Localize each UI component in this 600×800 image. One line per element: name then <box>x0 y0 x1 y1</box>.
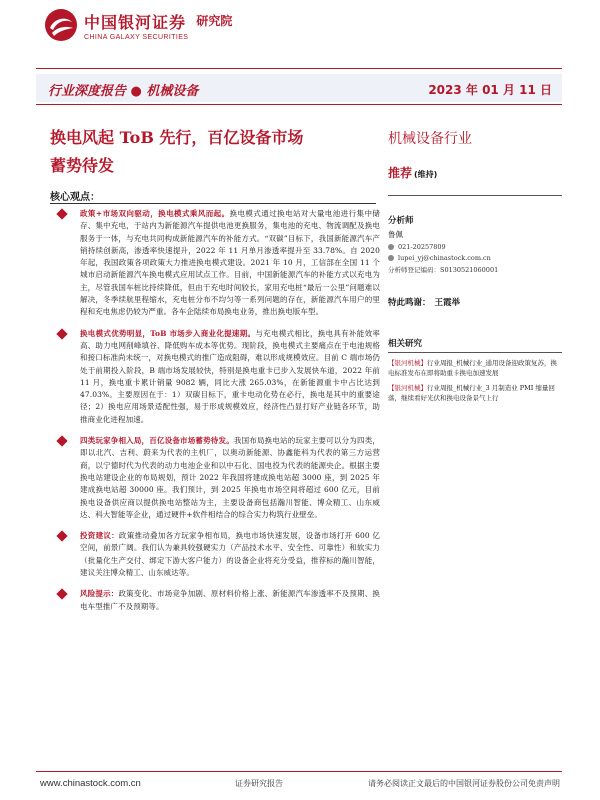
diamond-bullet-icon <box>56 328 67 339</box>
related-item[interactable]: 【银河机械】行业周报_机械行业_3 月制造业 PMI 缩量回落，继续看好光伏和换电设备景气上行 <box>388 384 555 402</box>
analyst-block <box>388 214 562 274</box>
analyst-email[interactable]: lupei_yj@chinastock.com.cn <box>388 254 562 262</box>
bullet-risk-warning: 风险提示：政策变化、市场竞争加剧、原材料价格上涨、新能源汽车渗透率不及预期、换电车型推广不及预期等。 <box>50 588 380 613</box>
institute-label: 研究院 <box>196 13 233 28</box>
footer-website[interactable]: www.chinastock.com.cn <box>40 778 141 789</box>
footer-rule <box>36 771 562 772</box>
diamond-bullet-icon <box>56 435 67 446</box>
related-item[interactable]: 【银河机械】行业周报_机械行业_通用设备迎政策复苏，换电标准发布在即将助重卡换电加速发展 <box>388 359 557 377</box>
related-research <box>388 337 562 403</box>
related-rule <box>388 352 562 353</box>
company-logo <box>44 8 232 42</box>
rating: 推荐 (维持) <box>388 166 438 180</box>
report-info-band <box>36 74 562 102</box>
logo-chinese-name: 中国银河证券 <box>84 12 187 32</box>
core-views-list <box>50 208 380 613</box>
report-date: 2023 年 01 月 11 日 <box>428 83 552 97</box>
bullet-policy-market: 政策+市场双向驱动，换电模式乘风而起。换电模式通过换电站对大量电池进行集中储存、集中充电，于站内为新能源汽车提供电池更换服务，集电池的充电、物流调配及换电服务于一体，与充电共同构成新能源汽车的补能方式。“双碳”目标下，我国新能源汽车产销持续创新高，渗透率快速提升，2022 年 11 月单月渗透率提升至 33.78%。自 2020 年起，我国政策各项政策大力推进换电模式建设。2021 年 10 月，工信部在全国 11 个城市启动新能源汽车换电模式应用试点工作。目前，中国新能源汽车的补能方式以充电为主，尽管我国车桩比持续降低，但由于充电时间较长，家用充电桩“最后一公里”问题难以解决，冬季续航里程缩水，充电桩分布不均匀等一系列问题的存在，新能源汽车用户的里程和充电焦虑仍较为严重。各车企陆续布局换电业务，推出换电版车型。 <box>50 208 380 319</box>
industry-name: 机械设备行业 <box>388 131 472 147</box>
diamond-bullet-icon <box>56 530 67 541</box>
analyst-phone: 021-20257809 <box>388 243 562 251</box>
diamond-bullet-icon <box>56 589 67 600</box>
header-rule <box>36 68 562 69</box>
related-research-label: 相关研究 <box>388 339 423 349</box>
phone-icon <box>388 244 394 250</box>
diamond-bullet-icon <box>56 208 67 219</box>
galaxy-logo-icon <box>44 8 78 42</box>
bullet-equipment-market: 四类玩家争相入局，百亿设备市场蓄势待发。我国布局换电站的玩家主要可以分为四类，即以北汽、吉利、蔚来为代表的主机厂，以奥动新能源、协鑫能科为代表的第三方运营商，以宁德时代为代表的动力电池企业和以中石化、国电投为代表的能源央企。根据主要换电站建设企业的布局规划，预计 2022 年我国将建成换电站超 3000 座，到 2025 年建成换电站超 30000 座。我们预计，到 2025 年换电市场空间将超过 600 亿元，目前换电设备供应商以提供换电站整站为主，主要设备商包括瀚川智能、博众精工、山东威达、科大智能等企业，通过硬件+软件相结合的综合实力构筑行业壁垒。 <box>50 435 380 521</box>
analyst-name: 鲁佩 <box>388 230 403 239</box>
logo-english-name: CHINA GALAXY SECURITIES <box>84 33 189 41</box>
band-rule <box>36 104 562 105</box>
report-title: 换电风起 ToB 先行，百亿设备市场 蓄势待发 <box>50 128 304 175</box>
bullet-tob-market: 换电模式优势明显，ToB 市场步入商业化提速期。与充电模式相比，换电具有补能效率高、助力电网削峰填谷、降低购车成本等优势。现阶段，换电模式主要痛点在于电池规格和接口标准尚未统一，对换电模式的推广造成阻碍，难以形成规模效应。目前 C 端市场仍处于前期投入阶段，B 端市场发展较快，特别是换电重卡已步入发展快车道，2022 年前 11 月，换电重卡累计销量 9082 辆，同比大涨 265.03%，在新能源重卡中占比达到 47.03%。主要原因在于：1）双碳目标下，重卡电动化势在必行，换电是其中的重要途径；2）换电应用场景适配性强，易于形成规模效应，经济性凸显打好产业链各环节，助推商业化进程加速。 <box>50 328 380 426</box>
analyst-license: 分析师登记编码：S0130521060001 <box>388 266 499 274</box>
footer-disclaimer: 请务必阅读正文最后的中国银河证券股份公司免责声明 <box>368 779 560 788</box>
core-views-rule <box>50 203 376 204</box>
bullet-investment-advice: 投资建议：政策推动叠加各方玩家争相布局，换电市场快速发展，设备市场打开 600 亿空间，前景广阔。我们认为兼具较强硬实力（产品技术水平、安全性、可靠性）和软实力（批量化生产交付、绑定下游大客户能力）的设备企业将充分受益，推荐标的瀚川智能，建议关注博众精工、山东威达等。 <box>50 530 380 579</box>
report-type: 行业深度报告 ● 机械设备 <box>48 84 199 99</box>
footer-report-label: 证券研究报告 <box>235 779 283 788</box>
acknowledgement: 特此鸣谢： 王霞举 <box>388 298 461 308</box>
analyst-label: 分析师 <box>388 216 414 226</box>
sidebar-rule <box>388 195 562 196</box>
mail-icon <box>388 255 394 261</box>
core-views-label: 核心观点： <box>50 192 100 203</box>
report-sidebar <box>388 128 562 403</box>
